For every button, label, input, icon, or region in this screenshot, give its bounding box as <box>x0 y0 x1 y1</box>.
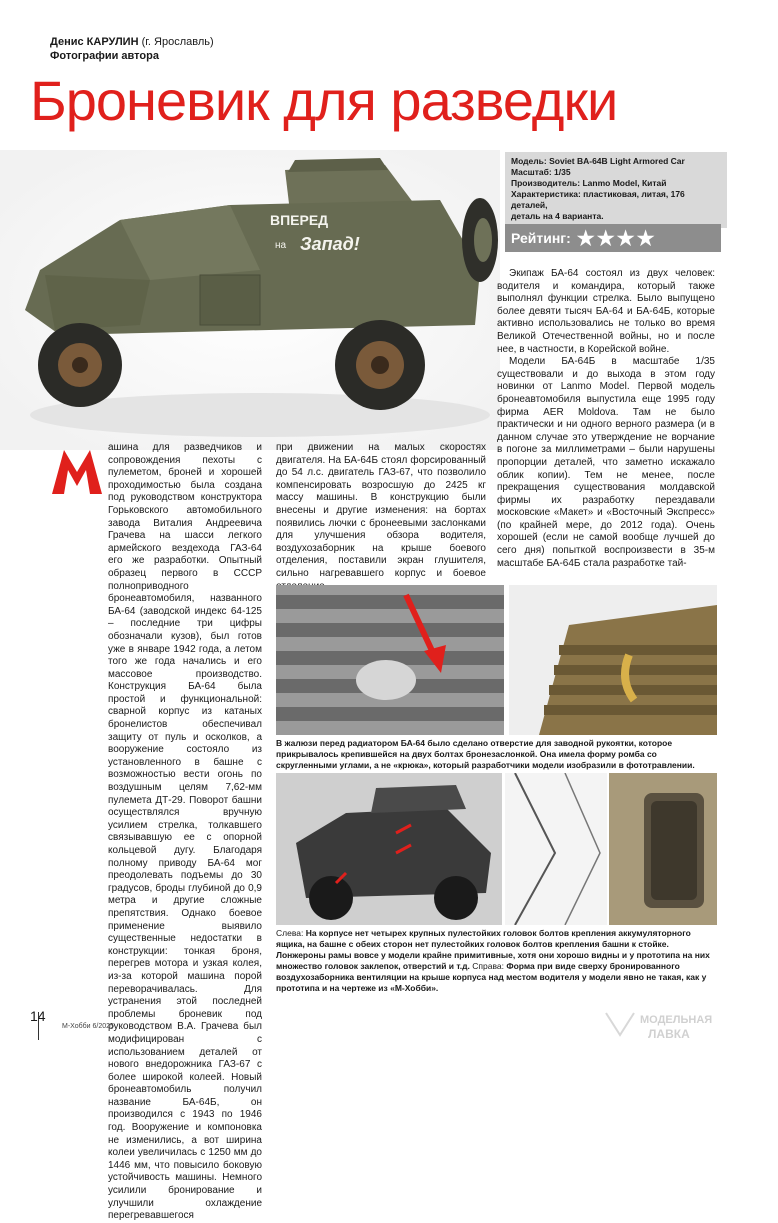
author-city: (г. Ярославль) <box>138 36 214 48</box>
info-line-manufacturer: Производитель: Lanmo Model, Китай <box>511 178 667 188</box>
caption-right-text: Форма при виде сверху бронированного воздухозаборника вентиляции на крыше корпуса над местом водителя у модели явно не такая, как у прототипа и на чертеже из «М-Хобби». <box>276 961 707 993</box>
inscription-zapad: Запад! <box>300 234 360 254</box>
caption-comparison <box>276 928 718 994</box>
text-column-a <box>50 442 262 1223</box>
caption-left-label: Слева: <box>276 928 306 938</box>
paragraph: Экипаж БА-64 состоял из двух человек: водителя и командира, который также выполнял функции стрелка. Было выпущено более девяти тысяч БА-64 и БА-64Б, которые активно использовались не только во время Великой Отечественной войны, но и после нее, в частности, в Корейской войне. <box>497 268 715 355</box>
info-line-details: деталь на 4 варианта. <box>511 211 604 221</box>
info-line-model: Модель: Soviet BA-64B Light Armored Car <box>511 156 685 166</box>
caption-right-label: Справа: <box>469 961 507 971</box>
model-grille-photo <box>509 585 717 735</box>
model-info-box <box>505 152 727 228</box>
rating-label: Рейтинг: <box>511 230 571 246</box>
paragraph: Модели БА-64Б в масштабе 1/35 существовали и до выхода в этом году новинки от Lanmo Model. Первой модель бронеавтомобиля выпустила еще 1995 году фирма AER Moldova. Там не было практически и ни одного верного размера (и в данном случае это утверждение не ворчание в погоне за миллиметрами – были нарушены пропорции деталей, что заметно искажало облик копии). Тем не менее, после прекращения существования молдавской фирмы их разработку перездавали московские «Макет» и «Восточный Экспресс» (по крайней мере, до 2012 года). Очень хорошей (если не самой вообще лучшей до сего дня) попыткой воспроизвести в 35-м масштабе БА-64Б стала разработке тай- <box>497 356 715 569</box>
paragraph-lead: ашина для разведчиков и сопровождения пехоты с пулеметом, броней и хорошей проходимостью была создана под руководством конструктора Горьковского автомобильного завода Виталия Андреевича Грачева на шасси легкого армейского вездехода ГАЗ-64 его же разработки. Опытный образец первого в СССР полноприводного бронеавтомобиля, названного БА-64 (заводской индекс 64-125 – последние три цифры обозначали кузов), был готов уже в январе 1942 года, а летом того же года начались и его массовое производство. Конструкция БА-64 была простой и функциональной: сварной корпус из катаных бронелистов обеспечивал защиту от пуль и осколков, а вооружение состояло из установленного в башне с возможностью вести огонь по воздушным целям 7,62-мм пулемета ДТ-29. Поворот башни осуществлялся вручную усилием стрелка, толкавшего связывавшую ее с опорной кольцевой дугу. Благодаря полному приводу БА-64 мог преодолевать подъемы до 30 градусов, броды глубиной до 0,9 метра и другие сложные препятствия. Однако боевое применение выявило существенные недостатки в конструкции: тонкая броня, перегрев мотора и узкая колея, из-за которой машина порой переворачивалась. Для устранения этой последней проблемы броневик под руководством В.А. Грачева был модифицирован с использованием деталей от нового внедорожника ГАЗ-67 с более широкой колеей. Новый бронеавтомобиль получил название БА-64Б, он производился с 1943 по 1946 год. Вооружение и компоновка не изменились, а вот ширина колеи увеличилась с 1250 мм до 1446 мм, что повысило боковую устойчивость машины. Немного усилили бронирование и улучшили охлаждение перегревавшегося <box>108 442 262 1222</box>
radiator-grille-photo <box>276 585 504 735</box>
caption-left-text: На корпусе нет четырех крупных пулестойких головок болтов крепления аккумуляторного ящика, на башне с обеих сторон нет пулестойких головок болтов крепления башни к стойке. Лонжероны рамы вовсе у модели крайне примитивные, хотя они хорошо видны и у прототипа на них множество головок заклепок, отверстий и т.д. <box>276 928 710 971</box>
watermark-text-2: ЛАВКА <box>648 1027 690 1041</box>
inscription-vpered: ВПЕРЕД <box>270 212 329 228</box>
hero-armored-car-photo <box>0 150 500 450</box>
prototype-photo <box>276 773 502 925</box>
author-name: Денис КАРУЛИН <box>50 36 139 48</box>
watermark-logo <box>600 1005 720 1045</box>
info-line-characteristics: Характеристика: пластиковая, литая, 176 деталей, <box>511 189 685 210</box>
info-line-scale: Масштаб: 1/35 <box>511 167 571 177</box>
author-line <box>50 36 214 48</box>
watermark-text-1: МОДЕЛЬНАЯ <box>640 1014 713 1026</box>
magazine-issue: М-Хобби 6/2025 <box>62 1023 114 1030</box>
paragraph: при движении на малых скоростях двигателя. На БА-64Б стоял форсированный до 54 л.с. двигатель ГАЗ-67, что позволило компенсировать возросшую до 2425 кг массу машины. В конструкцию были внесены и другие изменения: на бортах появились лючки с бронеевыми заслонками для улучшения обзора водителя, воздухозаборник на крыше боевого отделения, поставили экран глушителя, сильно нагревавшего корпус и боевое <box>276 442 486 579</box>
text-column-right <box>497 268 715 570</box>
caption-grille: В жалюзи перед радиатором БА-64 было сделано отверстие для заводной рукоятки, которое прикрывалось крепившейся на двух болтах бронезаслонкой. Она имела форму ромба со скругленными углами, а не «крюка», который разработчики модели изобразили в фототравлении. <box>276 738 695 770</box>
model-vent-photo <box>609 773 717 925</box>
rating-stars-icon: ★★★★ <box>576 227 657 250</box>
rating-bar <box>505 224 721 252</box>
page-title: Броневик для разведки <box>30 69 618 132</box>
inscription-na: на <box>275 240 287 251</box>
photo-credit: Фотографии автора <box>50 50 159 62</box>
text-column-b <box>276 442 486 593</box>
drawing-top-view <box>505 773 607 925</box>
page-number: 14 <box>30 1008 46 1024</box>
